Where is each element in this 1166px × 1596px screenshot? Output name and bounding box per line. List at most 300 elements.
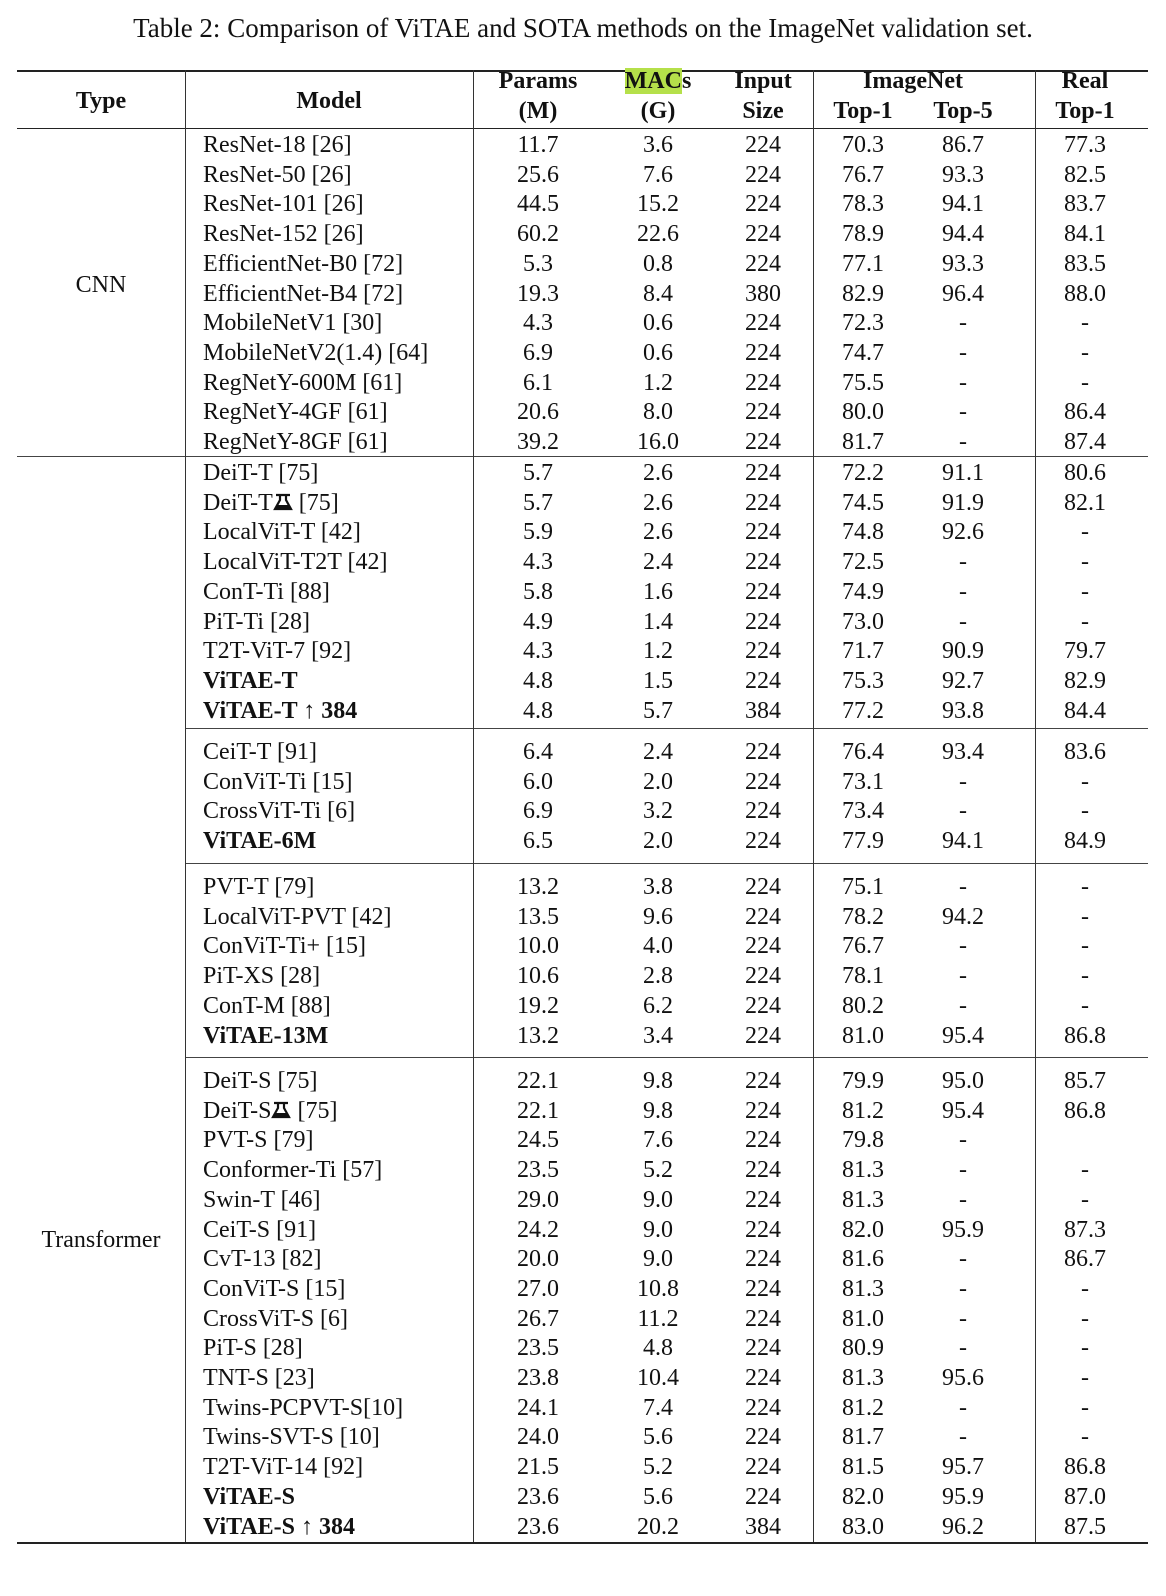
cell-top5: 95.9 [942,1216,984,1243]
cell-input: 224 [745,739,781,765]
cell-macs: 1.5 [643,667,673,694]
model-name: PiT-XS [28] [203,963,321,990]
cell-input: 224 [745,578,781,605]
cell-params: 23.8 [517,1365,559,1391]
cell-top1: 83.0 [842,1513,884,1540]
cell-macs: 5.7 [643,697,673,724]
cell-top5: - [959,578,967,605]
header-imagenet: ImageNet [863,68,963,94]
cell-input: 224 [745,429,781,455]
cell-top5: - [959,1424,967,1451]
cell-top1: 75.1 [842,874,884,900]
cell-params: 6.5 [523,828,553,855]
cell-params: 10.0 [517,933,559,960]
cell-top5: - [959,1335,967,1362]
cell-top1: 80.0 [842,399,884,426]
cell-params: 6.9 [523,339,553,366]
model-name: PiT-Ti [28] [203,608,310,635]
model-name: RegNetY-4GF [61] [203,399,388,426]
cell-params: 19.3 [517,280,559,307]
cell-input: 224 [745,1127,781,1154]
model-name: LocalViT-PVT [42] [203,903,392,930]
cell-macs: 3.2 [643,798,673,825]
model-name: PVT-T [79] [203,874,315,900]
cell-input: 224 [745,221,781,248]
cell-real: 82.1 [1064,489,1106,516]
group-rule [185,1057,1148,1058]
cell-top5: - [959,992,967,1019]
cell-input: 224 [745,903,781,930]
cell-macs: 7.6 [643,1127,673,1154]
cell-input: 224 [745,608,781,635]
cell-real: - [1081,578,1089,605]
cell-macs: 7.6 [643,161,673,188]
cell-params: 39.2 [517,429,559,455]
cell-real: - [1081,903,1089,930]
cell-top5: 95.4 [942,1097,984,1124]
cell-real: - [1081,1424,1089,1451]
cell-input: 224 [745,519,781,546]
model-name: LocalViT-T2T [42] [203,549,388,576]
cell-top5: 90.9 [942,638,984,665]
model-name: PVT-S [79] [203,1127,314,1154]
cell-top1: 74.7 [842,339,884,366]
header-real-top1: Top-1 [1055,98,1115,124]
cell-real: - [1081,1186,1089,1213]
header-imagenet-top1: Top-1 [833,98,893,124]
cell-top1: 78.2 [842,903,884,930]
cell-top5: - [959,768,967,795]
cnn-transformer-rule [17,456,1148,457]
cell-params: 20.6 [517,399,559,426]
cell-real: - [1081,339,1089,366]
cell-real: 87.4 [1064,429,1106,455]
cell-top1: 81.3 [842,1186,884,1213]
cell-macs: 1.2 [643,638,673,665]
cell-input: 224 [745,339,781,366]
model-name: ViTAE-T [203,667,298,694]
model-divider [473,70,474,1542]
model-name: ConViT-Ti+ [15] [203,933,367,960]
cell-params: 24.2 [517,1216,559,1243]
cell-macs: 9.8 [643,1068,673,1094]
cell-top1: 77.9 [842,828,884,855]
cell-top5: 94.1 [942,828,984,855]
cell-top5: 91.1 [942,460,984,486]
distillation-flask-icon [273,493,293,511]
distillation-flask-icon [271,1101,291,1119]
macs-highlight: MAC [624,68,682,94]
bottom-rule [17,1542,1148,1544]
cell-macs: 0.6 [643,339,673,366]
cell-real: - [1081,608,1089,635]
cell-top1: 75.3 [842,667,884,694]
cell-macs: 2.4 [643,549,673,576]
cell-params: 24.5 [517,1127,559,1154]
cell-macs: 1.2 [643,369,673,396]
header-params: Params [498,68,578,94]
cell-real: - [1081,963,1089,990]
cell-macs: 16.0 [637,429,679,455]
cell-top1: 81.3 [842,1365,884,1391]
header-imagenet-top5: Top-5 [933,98,993,124]
cell-real: 82.5 [1064,161,1106,188]
cell-top5: 95.0 [942,1068,984,1094]
cell-top5: 96.2 [942,1513,984,1540]
cell-input: 384 [745,1513,781,1540]
cell-real: 79.7 [1064,638,1106,665]
cell-top5: - [959,608,967,635]
cell-params: 10.6 [517,963,559,990]
cell-input: 224 [745,1454,781,1481]
cell-input: 224 [745,1068,781,1094]
type-divider [185,70,186,1542]
cell-input: 224 [745,1097,781,1124]
cell-input: 224 [745,1186,781,1213]
cell-macs: 3.8 [643,874,673,900]
cell-params: 4.8 [523,697,553,724]
cell-real: 83.7 [1064,191,1106,218]
model-name: ConViT-Ti [15] [203,768,353,795]
cell-top5: 92.7 [942,667,984,694]
cell-macs: 5.6 [643,1424,673,1451]
cell-macs: 10.4 [637,1365,679,1391]
cell-top5: - [959,1305,967,1332]
model-name: CeiT-T [91] [203,739,317,765]
cell-macs: 8.0 [643,399,673,426]
cell-params: 4.9 [523,608,553,635]
cell-input: 224 [745,828,781,855]
cell-params: 60.2 [517,221,559,248]
cell-input: 224 [745,1335,781,1362]
cell-input: 224 [745,250,781,277]
cell-real: - [1081,310,1089,337]
cell-top5: - [959,1127,967,1154]
cell-top5: 95.7 [942,1454,984,1481]
cell-real: 87.5 [1064,1513,1106,1540]
cell-top1: 76.7 [842,933,884,960]
cell-params: 29.0 [517,1186,559,1213]
cell-real: - [1081,549,1089,576]
cell-real: 84.9 [1064,828,1106,855]
header-real: Real [1061,68,1109,94]
header-input-size: Size [742,98,784,124]
cell-macs: 2.4 [643,739,673,765]
cell-top1: 72.2 [842,460,884,486]
cell-top5: 94.1 [942,191,984,218]
cell-top1: 74.9 [842,578,884,605]
cell-input: 224 [745,1483,781,1510]
cell-macs: 2.8 [643,963,673,990]
model-name: DeiT-T [75] [203,489,339,516]
cell-top1: 73.0 [842,608,884,635]
cell-top5: 95.6 [942,1365,984,1391]
cell-real: 88.0 [1064,280,1106,307]
cell-input: 384 [745,697,781,724]
cell-real: 86.8 [1064,1022,1106,1049]
header-model: Model [296,88,362,114]
model-name: ViTAE-T ↑ 384 [203,697,358,724]
cell-real: 86.8 [1064,1454,1106,1481]
group-rule [185,728,1148,729]
cell-params: 11.7 [517,132,559,158]
cell-top1: 72.5 [842,549,884,576]
cell-params: 6.1 [523,369,553,396]
cell-top1: 81.3 [842,1275,884,1302]
cell-macs: 3.4 [643,1022,673,1049]
cell-top1: 81.5 [842,1454,884,1481]
cell-real: 82.9 [1064,667,1106,694]
model-name: ConT-M [88] [203,992,331,1019]
type-cnn: CNN [75,272,127,298]
model-name: CvT-13 [82] [203,1246,322,1273]
cell-params: 23.6 [517,1483,559,1510]
model-name: CrossViT-Ti [6] [203,798,356,825]
cell-input: 224 [745,1305,781,1332]
cell-top5: - [959,963,967,990]
model-name: ViTAE-13M [203,1022,329,1049]
cell-top5: - [959,429,967,455]
header-rule [17,128,1148,129]
model-name: LocalViT-T [42] [203,519,361,546]
model-name: T2T-ViT-7 [92] [203,638,352,665]
cell-top1: 72.3 [842,310,884,337]
model-name: DeiT-S [75] [203,1068,318,1094]
model-name: ViTAE-S ↑ 384 [203,1513,356,1540]
cell-input: 224 [745,874,781,900]
cell-input: 224 [745,933,781,960]
cell-macs: 15.2 [637,191,679,218]
model-name: EfficientNet-B0 [72] [203,250,404,277]
cell-macs: 0.8 [643,250,673,277]
cell-params: 20.0 [517,1246,559,1273]
model-name: ConT-Ti [88] [203,578,330,605]
cell-top5: 91.9 [942,489,984,516]
model-name: TNT-S [23] [203,1365,315,1391]
cell-params: 13.2 [517,874,559,900]
cell-top1: 76.4 [842,739,884,765]
cell-top1: 81.2 [842,1394,884,1421]
cell-input: 224 [745,1275,781,1302]
cell-macs: 2.0 [643,768,673,795]
input-divider [813,70,814,1542]
cell-top5: 93.4 [942,739,984,765]
model-name: MobileNetV2(1.4) [64] [203,339,429,366]
cell-macs: 4.8 [643,1335,673,1362]
cell-params: 44.5 [517,191,559,218]
model-name: ViTAE-6M [203,828,317,855]
cell-input: 224 [745,1022,781,1049]
cell-params: 4.8 [523,667,553,694]
cell-top1: 77.1 [842,250,884,277]
cell-top1: 74.8 [842,519,884,546]
model-name: ResNet-101 [26] [203,191,364,218]
cell-real: - [1081,1275,1089,1302]
header-params-unit: (M) [518,98,558,124]
cell-input: 224 [745,638,781,665]
model-name: RegNetY-8GF [61] [203,429,388,455]
cell-top1: 78.9 [842,221,884,248]
cell-top5: - [959,1186,967,1213]
cell-top1: 81.7 [842,1424,884,1451]
cell-top1: 82.0 [842,1216,884,1243]
cell-top1: 73.1 [842,768,884,795]
cell-real: 86.8 [1064,1097,1106,1124]
model-name: ResNet-50 [26] [203,161,352,188]
cell-top5: 92.6 [942,519,984,546]
cell-macs: 2.6 [643,489,673,516]
model-name: EfficientNet-B4 [72] [203,280,404,307]
cell-input: 224 [745,460,781,486]
cell-real: 87.3 [1064,1216,1106,1243]
cell-macs: 20.2 [637,1513,679,1540]
cell-macs: 5.2 [643,1454,673,1481]
header-macs: MACs [624,68,692,94]
cell-top1: 82.0 [842,1483,884,1510]
cell-top1: 80.2 [842,992,884,1019]
cell-real: - [1081,1394,1089,1421]
cell-top1: 70.3 [842,132,884,158]
cell-input: 224 [745,667,781,694]
cell-top5: 94.2 [942,903,984,930]
cell-real: - [1081,1335,1089,1362]
model-name: DeiT-S [75] [203,1097,338,1124]
cell-real: - [1081,768,1089,795]
model-name: MobileNetV1 [30] [203,310,383,337]
cell-input: 380 [745,280,781,307]
cell-macs: 9.0 [643,1246,673,1273]
model-name: RegNetY-600M [61] [203,369,403,396]
cell-input: 224 [745,369,781,396]
cell-top1: 79.9 [842,1068,884,1094]
cell-top5: - [959,549,967,576]
cell-top5: - [959,933,967,960]
cell-params: 6.0 [523,768,553,795]
cell-top5: 93.8 [942,697,984,724]
cell-macs: 2.6 [643,519,673,546]
cell-params: 5.8 [523,578,553,605]
cell-params: 21.5 [517,1454,559,1481]
cell-params: 4.3 [523,310,553,337]
cell-input: 224 [745,1365,781,1391]
cell-real: - [1081,798,1089,825]
cell-macs: 11.2 [637,1305,679,1332]
cell-top1: 75.5 [842,369,884,396]
cell-input: 224 [745,1216,781,1243]
cell-top5: - [959,1157,967,1184]
cell-top5: - [959,399,967,426]
cell-params: 6.4 [523,739,553,765]
cell-macs: 9.8 [643,1097,673,1124]
cell-real: - [1081,874,1089,900]
header-macs-unit: (G) [640,98,676,124]
table-caption: Table 2: Comparison of ViTAE and SOTA methods on the ImageNet validation set. [133,13,1033,43]
cell-params: 27.0 [517,1275,559,1302]
cell-real: - [1081,369,1089,396]
cell-real: 84.4 [1064,697,1106,724]
cell-top1: 81.7 [842,429,884,455]
cell-real: - [1081,1157,1089,1184]
cell-params: 26.7 [517,1305,559,1332]
cell-top5: - [959,1246,967,1273]
cell-real [1035,1125,1135,1155]
cell-top5: - [959,310,967,337]
cell-params: 13.2 [517,1022,559,1049]
model-name: ViTAE-S [203,1483,296,1510]
cell-real: 86.7 [1064,1246,1106,1273]
cell-input: 224 [745,798,781,825]
cell-input: 224 [745,768,781,795]
cell-params: 5.7 [523,460,553,486]
cell-real: 83.6 [1064,739,1106,765]
cell-params: 23.5 [517,1157,559,1184]
cell-real: 87.0 [1064,1483,1106,1510]
cell-top1: 76.7 [842,161,884,188]
cell-top1: 78.1 [842,963,884,990]
model-name: ConViT-S [15] [203,1275,346,1302]
cell-input: 224 [745,161,781,188]
cell-params: 6.9 [523,798,553,825]
cell-macs: 6.2 [643,992,673,1019]
cell-top5: 95.9 [942,1483,984,1510]
cell-real: 80.6 [1064,460,1106,486]
model-name: Twins-PCPVT-S[10] [203,1394,404,1421]
cell-real: 85.7 [1064,1068,1106,1094]
cell-macs: 4.0 [643,933,673,960]
cell-real: - [1081,1305,1089,1332]
model-name: ResNet-18 [26] [203,132,352,158]
model-name: Twins-SVT-S [10] [203,1424,380,1451]
cell-macs: 8.4 [643,280,673,307]
cell-params: 5.7 [523,489,553,516]
cell-macs: 3.6 [643,132,673,158]
cell-params: 4.3 [523,638,553,665]
cell-macs: 22.6 [637,221,679,248]
cell-macs: 1.4 [643,608,673,635]
cell-params: 4.3 [523,549,553,576]
cell-macs: 5.2 [643,1157,673,1184]
cell-top5: - [959,1275,967,1302]
cell-params: 22.1 [517,1097,559,1124]
model-name: CrossViT-S [6] [203,1305,349,1332]
imagenet-divider [1035,70,1036,1542]
cell-top1: 81.0 [842,1022,884,1049]
header-input: Input [734,68,792,94]
cell-macs: 2.6 [643,460,673,486]
cell-macs: 9.0 [643,1216,673,1243]
cell-real: - [1081,519,1089,546]
cell-top1: 79.8 [842,1127,884,1154]
cell-top1: 82.9 [842,280,884,307]
cell-real: - [1081,933,1089,960]
model-name: PiT-S [28] [203,1335,303,1362]
cell-top1: 81.3 [842,1157,884,1184]
cell-input: 224 [745,1394,781,1421]
model-name: CeiT-S [91] [203,1216,317,1243]
cell-macs: 7.4 [643,1394,673,1421]
type-transformer: Transformer [41,1227,161,1253]
cell-input: 224 [745,191,781,218]
cell-params: 24.1 [517,1394,559,1421]
cell-macs: 2.0 [643,828,673,855]
cell-top1: 74.5 [842,489,884,516]
cell-params: 24.0 [517,1424,559,1451]
cell-params: 5.3 [523,250,553,277]
cell-real: - [1081,1365,1089,1391]
cell-top1: 81.0 [842,1305,884,1332]
cell-real: 83.5 [1064,250,1106,277]
cell-top1: 77.2 [842,697,884,724]
